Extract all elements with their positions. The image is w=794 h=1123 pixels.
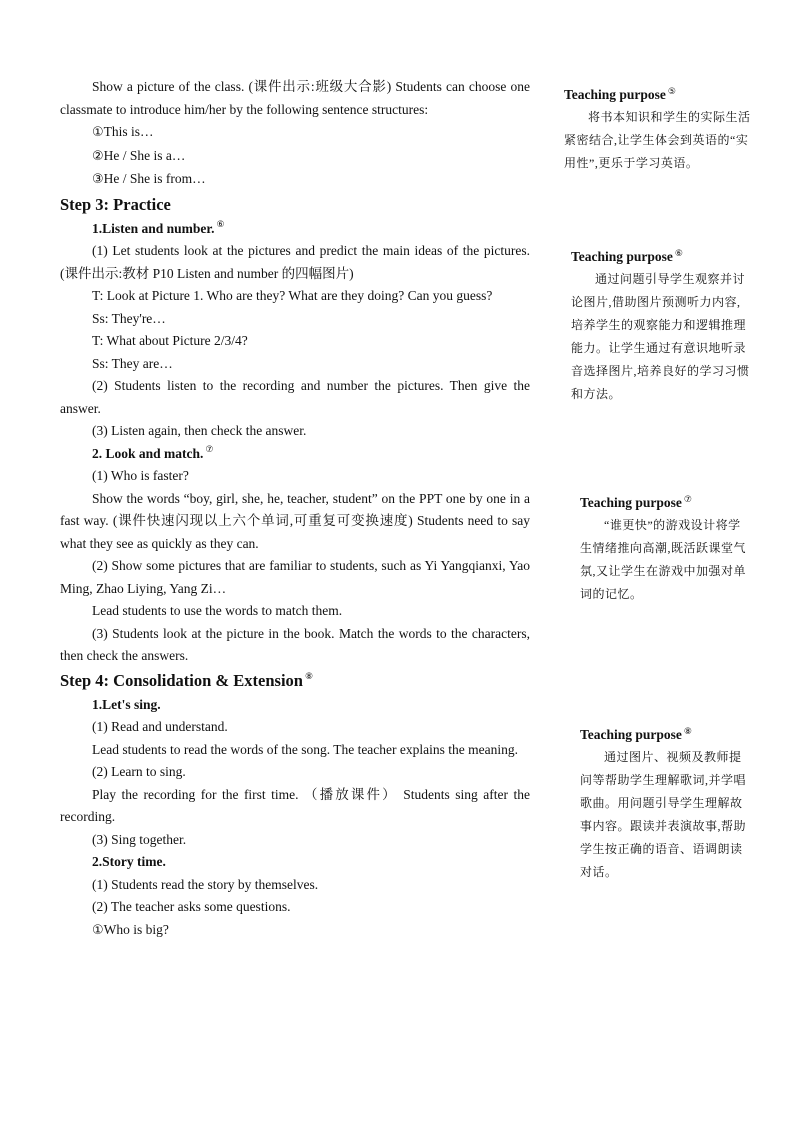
sentence-structure-2 [60, 145, 530, 169]
paragraph: T: Look at Picture 1. Who are they? What are they doing? Can you guess? [92, 288, 493, 303]
footnote-marker: ⑥ [674, 248, 683, 259]
paragraph: (3) Sing together. [92, 831, 187, 847]
paragraph: Show the words “boy, girl, she, he, teacher, student” on the PPT one by one in a fast way. (课件快速闪现以上六个单词,可重复可变换速度) Students need to say what they see as quickly as they can. [60, 490, 530, 551]
teaching-purpose-text: 将书本知识和学生的实际生活紧密结合,让学生体会到英语的“实用性”,更乐于学习英语。 [564, 110, 751, 170]
footnote-marker: ⑧ [304, 672, 314, 682]
item-number: ① [92, 125, 104, 140]
sentence-structure-1 [60, 121, 530, 145]
paragraph: (2) Show some pictures that are familiar to students, such as Yi Yangqianxi, Yao Ming, Zhao Liying, Yang Zi… [60, 558, 530, 596]
teaching-purpose-title [571, 246, 751, 268]
item-text: He / She is a… [103, 147, 186, 163]
paragraph: (1) Students read the story by themselves. [92, 876, 319, 892]
sub-title: 1.Listen and number. [92, 220, 215, 236]
step4-sub2-heading: 2.Story time. [92, 854, 166, 869]
teaching-purpose-title [580, 492, 752, 514]
footnote-marker: ⑤ [667, 86, 676, 97]
paragraph: Lead students to use the words to match them. [92, 603, 343, 618]
step3-sub1-heading [60, 218, 530, 241]
paragraph: Ss: They are… [92, 355, 173, 371]
paragraph: (2) Students listen to the recording and number the pictures. Then give the answer. [60, 378, 530, 416]
step3-sub2-heading [60, 443, 530, 466]
paragraph: (3) Students look at the picture in the book. Match the words to the characters, then check the answers. [60, 625, 530, 663]
footnote-marker: ⑥ [216, 220, 225, 230]
item-number: ② [92, 148, 104, 164]
step4-sub1-heading: 1.Let's sing. [92, 696, 161, 712]
paragraph: T: What about Picture 2/3/4? [92, 333, 248, 348]
item-text: He / She is from… [103, 171, 206, 186]
teaching-purpose-7 [580, 492, 752, 606]
teaching-purpose-text: “谁更快”的游戏设计将学生情绪推向高潮,既活跃课堂气氛,又让学生在游戏中加强对单词的记忆。 [580, 518, 747, 601]
paragraph: Ss: They're… [92, 310, 166, 326]
teaching-purpose-6 [571, 246, 751, 406]
title-text: Teaching purpose [580, 727, 682, 742]
paragraph: (2) The teacher asks some questions. [92, 899, 291, 914]
paragraph: (1) Read and understand. [92, 719, 228, 734]
title-text: Teaching purpose [571, 249, 673, 264]
item-text: This is… [103, 124, 154, 139]
footnote-marker: ⑧ [683, 726, 692, 737]
question-item [60, 919, 530, 943]
teaching-purpose-text: 通过问题引导学生观察并讨论图片,借助图片预测听力内容,培养学生的观察能力和逻辑推理能力。让学生通过有意识地听录音选择图片,培养良好的学习习惯和方法。 [571, 272, 750, 401]
lesson-plan-body [60, 76, 530, 942]
paragraph: (1) Let students look at the pictures and predict the main ideas of the pictures. (课件出示:教材 P10 Listen and number 的四幅图片) [60, 243, 530, 281]
teaching-purpose-8 [580, 724, 752, 884]
teaching-purpose-title [580, 724, 752, 746]
step-title: Step 4: Consolidation & Extension [60, 670, 303, 690]
item-text: Who is big? [103, 921, 169, 937]
teaching-purpose-text: 通过图片、视频及教师提问等帮助学生理解歌词,并学唱歌曲。用问题引导学生理解故事内容。跟读并表演故事,帮助学生按正确的语音、语调朗读对话。 [580, 750, 747, 879]
step4-heading [60, 668, 530, 694]
title-text: Teaching purpose [580, 495, 682, 510]
intro-paragraph: Show a picture of the class. (课件出示:班级大合影) Students can choose one classmate to introduce him/her by the following sentence structures: [60, 79, 530, 117]
footnote-marker: ⑦ [683, 494, 692, 505]
teaching-purpose-title [564, 84, 752, 106]
paragraph: (3) Listen again, then check the answer. [92, 423, 307, 438]
title-text: Teaching purpose [564, 87, 666, 102]
sub-title: 2. Look and match. [92, 445, 204, 461]
paragraph: Lead students to read the words of the song. The teacher explains the meaning. [92, 741, 518, 757]
step3-heading: Step 3: Practice [60, 194, 171, 214]
paragraph: (2) Learn to sing. [92, 764, 186, 779]
paragraph: (1) Who is faster? [92, 468, 189, 483]
teaching-purpose-5 [564, 84, 752, 175]
item-number: ③ [92, 172, 104, 187]
item-number: ① [92, 922, 104, 938]
paragraph: Play the recording for the first time. （播放课件） Students sing after the recording. [60, 786, 530, 824]
sentence-structure-3 [60, 168, 530, 192]
footnote-marker: ⑦ [205, 445, 214, 455]
